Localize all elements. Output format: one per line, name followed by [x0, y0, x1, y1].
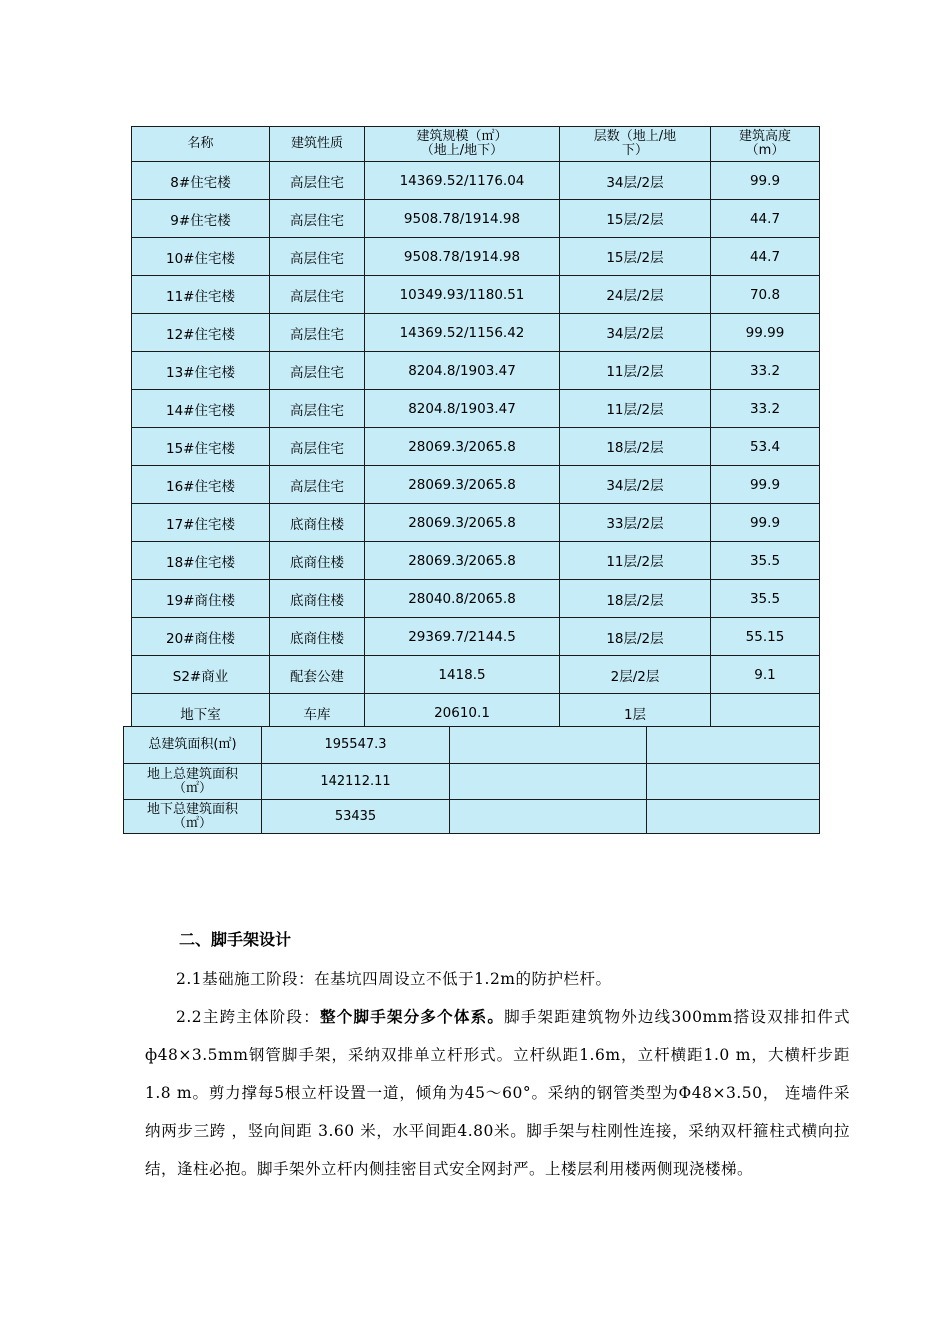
table-row — [132, 580, 820, 618]
table-row — [132, 428, 820, 466]
header-height-line1: 建筑高度 — [738, 129, 791, 144]
cell-floors-text: 34层/2层 — [606, 326, 664, 342]
cell-name: 9#住宅楼 — [132, 200, 270, 238]
cell-scale: 8204.8/1903.47 — [365, 352, 560, 390]
building-table — [131, 126, 820, 732]
cell-scale: 29369.7/2144.5 — [365, 618, 560, 656]
cell-name: 10#住宅楼 — [132, 238, 270, 276]
header-floors — [560, 127, 711, 162]
summary-label — [124, 800, 262, 834]
cell-floors — [560, 352, 711, 390]
cell-scale: 28069.3/2065.8 — [365, 542, 560, 580]
cell-height: 33.2 — [711, 352, 820, 390]
summary-value: 53435 — [262, 800, 450, 834]
cell-height: 99.9 — [711, 162, 820, 200]
cell-height: 53.4 — [711, 428, 820, 466]
cell-nature: 高层住宅 — [270, 238, 365, 276]
header-scale-line2: （地上/地下） — [420, 143, 504, 158]
cell-nature: 高层住宅 — [270, 162, 365, 200]
paragraph-2-2-bold: 整个脚手架分多个体系。 — [320, 1008, 505, 1026]
cell-nature: 高层住宅 — [270, 276, 365, 314]
cell-floors-text: 1层 — [623, 706, 647, 723]
summary-table — [123, 726, 820, 834]
cell-floors — [560, 238, 711, 276]
cell-floors-text: 11层/2层 — [606, 364, 664, 380]
summary-empty-cell — [450, 800, 647, 834]
cell-nature: 底商住楼 — [270, 504, 365, 542]
cell-scale: 28069.3/2065.8 — [365, 466, 560, 504]
summary-row — [124, 727, 820, 764]
cell-floors — [560, 618, 711, 656]
cell-scale: 1418.5 — [365, 656, 560, 694]
header-scale — [365, 127, 560, 162]
cell-name: 15#住宅楼 — [132, 428, 270, 466]
cell-name: 20#商住楼 — [132, 618, 270, 656]
header-floors-line1: 层数（地上/地 — [593, 129, 677, 144]
paragraph-2-2-body: 脚手架距建筑物外边线300mm搭设双排扣件式ф48×3.5mm钢管脚手架，采纳双排单立杆形式。立杆纵距1.6m，立杆横距1.0 m，大横杆步距1.8 m。剪力撑每5根立杆设置一道，倾角为45～60°。采纳的钢管类型为Φ48×3.50， 连墙件采纳两步三跨 ，竖向间距 3.60 米，水平间距4.80米。脚手架与柱刚性连接，采纳双杆箍柱式横向拉结，逢柱必抱。脚手架外立杆内侧挂密目式安全网封严。上楼层利用楼两侧现浇楼梯。 — [145, 1008, 850, 1178]
cell-scale: 14369.52/1156.42 — [365, 314, 560, 352]
cell-floors — [560, 428, 711, 466]
summary-value: 142112.11 — [262, 764, 450, 800]
cell-nature: 底商住楼 — [270, 542, 365, 580]
cell-name: 16#住宅楼 — [132, 466, 270, 504]
cell-floors — [560, 656, 711, 694]
summary-empty-cell — [647, 727, 820, 764]
cell-name: 13#住宅楼 — [132, 352, 270, 390]
cell-scale: 9508.78/1914.98 — [365, 238, 560, 276]
cell-height: 33.2 — [711, 390, 820, 428]
section-heading: 二、脚手架设计 — [179, 930, 292, 949]
cell-floors-text: 15层/2层 — [606, 250, 664, 266]
cell-floors-text: 11层/2层 — [606, 402, 664, 418]
cell-height: 9.1 — [711, 656, 820, 694]
header-height — [711, 127, 820, 162]
cell-name: 地下室 — [132, 694, 270, 732]
cell-height: 99.99 — [711, 314, 820, 352]
summary-row — [124, 800, 820, 834]
cell-scale: 28069.3/2065.8 — [365, 504, 560, 542]
summary-empty-cell — [647, 764, 820, 800]
cell-floors — [560, 390, 711, 428]
summary-label — [124, 764, 262, 800]
summary-label-line1: 地上总建筑面积 — [146, 766, 238, 782]
table-row — [132, 352, 820, 390]
cell-floors-text: 18层/2层 — [606, 630, 664, 647]
table-row — [132, 618, 820, 656]
table-row — [132, 390, 820, 428]
cell-floors-text: 33层/2层 — [606, 516, 664, 532]
cell-nature: 高层住宅 — [270, 200, 365, 238]
cell-floors-text: 15层/2层 — [606, 212, 664, 228]
header-height-line2: （m） — [745, 143, 785, 158]
cell-scale: 8204.8/1903.47 — [365, 390, 560, 428]
cell-name: 17#住宅楼 — [132, 504, 270, 542]
cell-nature: 高层住宅 — [270, 390, 365, 428]
header-floors-line2: 下） — [621, 143, 648, 158]
cell-height: 70.8 — [711, 276, 820, 314]
cell-nature: 高层住宅 — [270, 428, 365, 466]
cell-nature: 底商住楼 — [270, 618, 365, 656]
cell-height: 55.15 — [711, 618, 820, 656]
table-row — [132, 238, 820, 276]
cell-floors — [560, 200, 711, 238]
cell-floors — [560, 466, 711, 504]
cell-floors — [560, 276, 711, 314]
paragraph-2-2 — [145, 998, 850, 1188]
table-row — [132, 200, 820, 238]
cell-floors-text: 11层/2层 — [606, 554, 664, 570]
cell-name: 8#住宅楼 — [132, 162, 270, 200]
cell-scale: 20610.1 — [365, 694, 560, 732]
table-row — [132, 542, 820, 580]
cell-nature: 高层住宅 — [270, 466, 365, 504]
cell-floors-text: 2层/2层 — [610, 668, 660, 685]
header-name: 名称 — [132, 127, 270, 162]
summary-row — [124, 764, 820, 800]
cell-name: 11#住宅楼 — [132, 276, 270, 314]
cell-floors-text: 18层/2层 — [606, 592, 664, 609]
header-scale-line1: 建筑规模（㎡） — [416, 129, 508, 144]
cell-name: 18#住宅楼 — [132, 542, 270, 580]
cell-name: 19#商住楼 — [132, 580, 270, 618]
cell-floors-text: 18层/2层 — [606, 440, 664, 456]
cell-height: 35.5 — [711, 580, 820, 618]
cell-floors — [560, 162, 711, 200]
cell-scale: 10349.93/1180.51 — [365, 276, 560, 314]
cell-nature: 底商住楼 — [270, 580, 365, 618]
table-row — [132, 314, 820, 352]
cell-scale: 28069.3/2065.8 — [365, 428, 560, 466]
summary-empty-cell — [647, 800, 820, 834]
cell-nature: 配套公建 — [270, 656, 365, 694]
cell-floors — [560, 504, 711, 542]
table-header-row — [132, 127, 820, 162]
cell-floors-text: 34层/2层 — [606, 478, 664, 494]
cell-nature: 高层住宅 — [270, 314, 365, 352]
summary-empty-cell — [450, 764, 647, 800]
summary-label-line2: （㎡） — [172, 815, 212, 831]
paragraph-2-1: 2.1基础施工阶段：在基坑四周设立不低于1.2m的防护栏杆。 — [176, 970, 612, 988]
cell-nature: 车库 — [270, 694, 365, 732]
header-nature: 建筑性质 — [270, 127, 365, 162]
cell-floors-text: 24层/2层 — [606, 288, 664, 304]
cell-floors — [560, 580, 711, 618]
cell-scale: 14369.52/1176.04 — [365, 162, 560, 200]
cell-scale: 9508.78/1914.98 — [365, 200, 560, 238]
table-row — [132, 656, 820, 694]
cell-nature: 高层住宅 — [270, 352, 365, 390]
cell-height: 99.9 — [711, 504, 820, 542]
cell-floors — [560, 314, 711, 352]
paragraph-2-2-prefix: 2.2主跨主体阶段： — [176, 1008, 321, 1026]
summary-value: 195547.3 — [262, 727, 450, 764]
scaffold-design-section — [145, 926, 850, 1188]
cell-scale: 28040.8/2065.8 — [365, 580, 560, 618]
summary-label-line1: 总建筑面积(㎡) — [148, 737, 237, 752]
table-row — [132, 504, 820, 542]
summary-label — [124, 727, 262, 764]
summary-label-line2: （㎡） — [172, 780, 212, 796]
cell-name: 14#住宅楼 — [132, 390, 270, 428]
cell-floors-text: 34层/2层 — [606, 174, 664, 191]
cell-height: 44.7 — [711, 238, 820, 276]
table-row — [132, 466, 820, 504]
cell-height: 99.9 — [711, 466, 820, 504]
cell-height: 44.7 — [711, 200, 820, 238]
cell-name: S2#商业 — [132, 656, 270, 694]
cell-height: 35.5 — [711, 542, 820, 580]
summary-label-line1: 地下总建筑面积 — [146, 801, 238, 817]
summary-empty-cell — [450, 727, 647, 764]
cell-name: 12#住宅楼 — [132, 314, 270, 352]
table-row — [132, 276, 820, 314]
cell-floors — [560, 542, 711, 580]
table-row — [132, 162, 820, 200]
